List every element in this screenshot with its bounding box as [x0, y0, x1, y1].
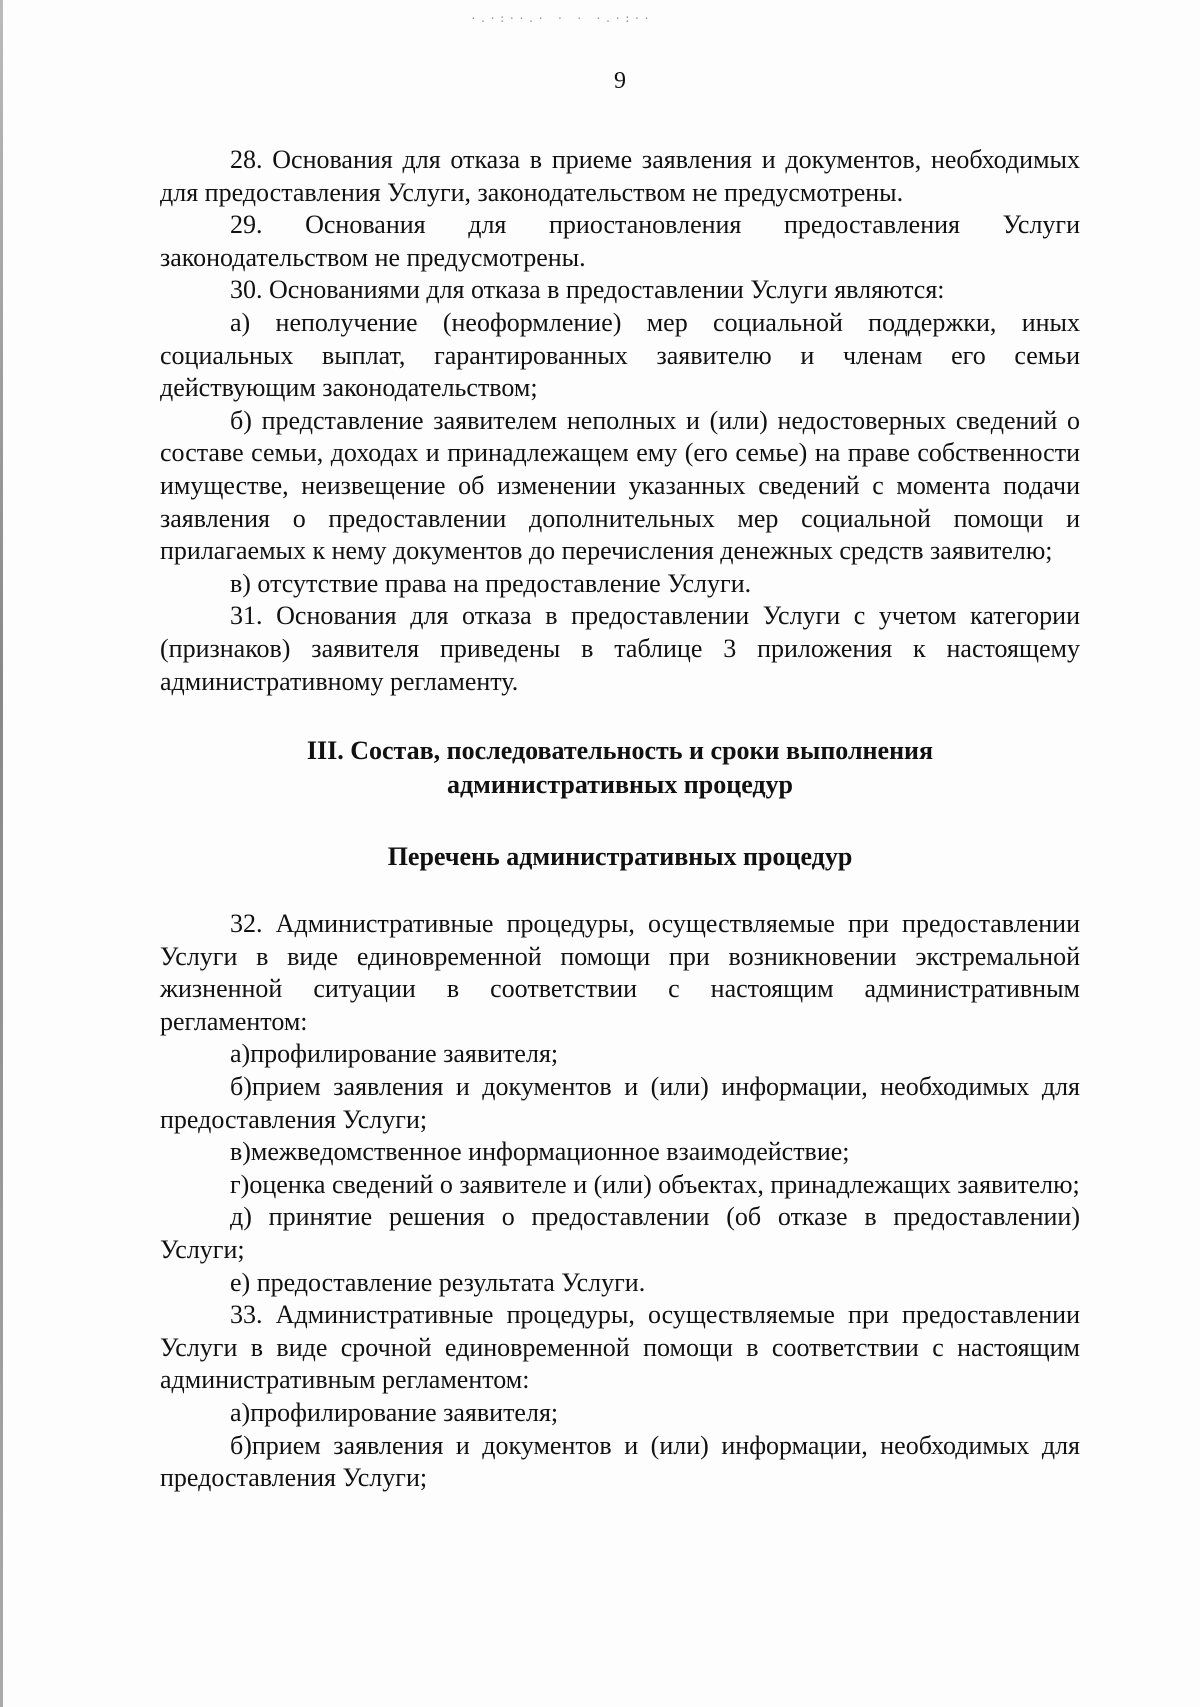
- paragraph-32: 32. Административные процедуры, осуществляемые при предоставлении Услуги в виде единовременной помощи при возникновении экстремальной жизненной ситуации в соответствии с настоящим административным регламентом:: [160, 909, 1080, 1036]
- paragraph-30-b: б) представление заявителем неполных и (или) недостоверных сведений о составе семьи, доходах и принадлежащем ему (его семье) на праве собственности имуществе, неизвещение об изменении указанных сведений с момента подачи заявления о предоставлении дополнительных мер социальной помощи и прилагаемых к нему документов до перечисления денежных средств заявителю;: [160, 405, 1080, 566]
- paragraph-29: 29. Основания для приостановления предоставления Услуги законодательством не предусмотрены.: [160, 210, 1080, 272]
- section-heading-line-1: III. Состав, последовательность и сроки выполнения: [306, 736, 934, 766]
- paragraph-32-d: д) принятие решения о предоставлении (об отказе в предоставлении) Услуги;: [160, 1202, 1080, 1265]
- paragraph-32-g: г)оценка сведений о заявителе и (или) объектах, принадлежащих заявителю;: [230, 1169, 1080, 1199]
- scan-edge: [0, 0, 3, 1707]
- page-number: 9: [614, 68, 626, 94]
- paragraph-33: 33. Административные процедуры, осуществляемые при предоставлении Услуги в виде срочной единовременной помощи в соответствии с настоящим административным регламентом:: [160, 1300, 1080, 1395]
- paragraph-31: 31. Основания для отказа в предоставлении Услуги с учетом категории (признаков) заявителя приведены в таблице 3 приложения к настоящему административному регламенту.: [160, 601, 1080, 696]
- scan-speckles: ·.·:··.· · · ·.·:··: [470, 12, 653, 25]
- paragraph-32-b: б)прием заявления и документов и (или) информации, необходимых для предоставления Услуги;: [160, 1072, 1080, 1134]
- section-heading-line-2: административных процедур: [446, 770, 794, 800]
- paragraph-32-e: е) предоставление результата Услуги.: [230, 1267, 646, 1297]
- subheading: Перечень административных процедур: [387, 842, 853, 872]
- paragraph-32-v: в)межведомственное информационное взаимодействие;: [230, 1137, 850, 1167]
- paragraph-32-a: а)профилирование заявителя;: [230, 1039, 559, 1069]
- paragraph-33-a: а)профилирование заявителя;: [230, 1398, 559, 1427]
- document-body: [160, 144, 1080, 1495]
- paragraph-28: 28. Основания для отказа в приеме заявления и документов, необходимых для предоставления Услуги, законодательством не предусмотрены.: [160, 145, 1080, 207]
- paragraph-30-v: в) отсутствие права на предоставление Услуги.: [230, 568, 752, 598]
- paragraph-30: 30. Основаниями для отказа в предоставлении Услуги являются:: [230, 275, 945, 305]
- paragraph-33-b: б)прием заявления и документов и (или) информации, необходимых для предоставления Услуги;: [160, 1430, 1080, 1493]
- paragraph-30-a: а) неполучение (неоформление) мер социальной поддержки, иных социальных выплат, гарантированных заявителю и членам его семьи действующим законодательством;: [160, 307, 1080, 403]
